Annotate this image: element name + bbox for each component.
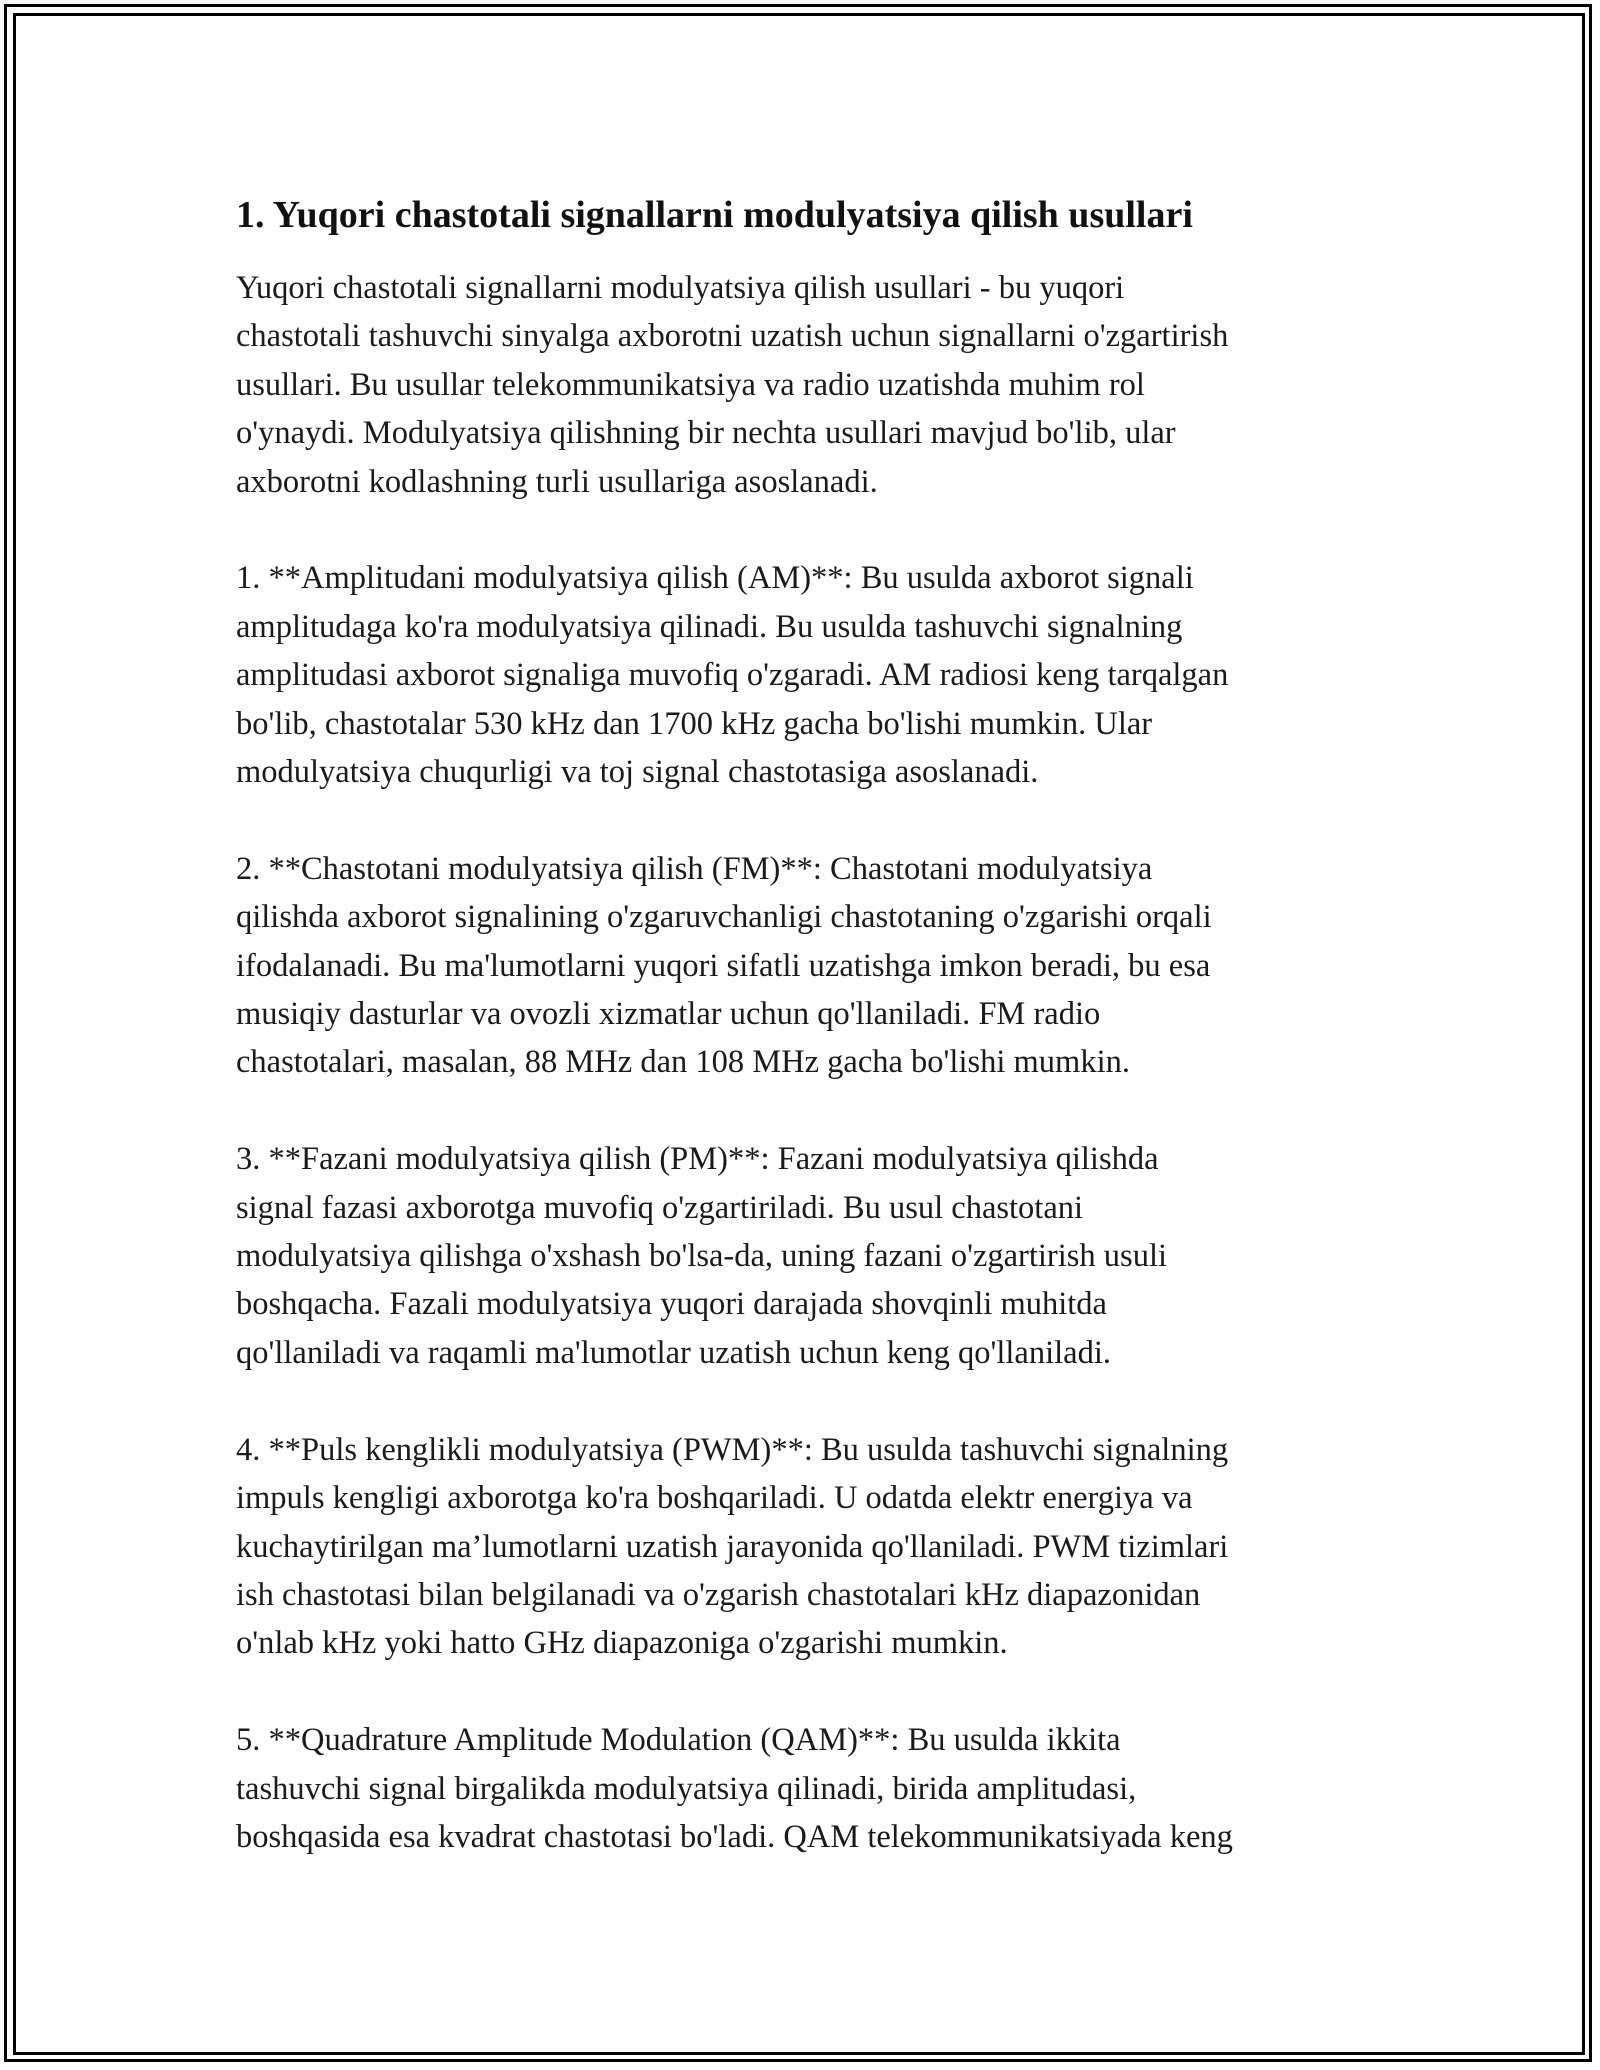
text-line: usullari. Bu usullar telekommunikatsiya va radio uzatishda muhim rol [236, 366, 1145, 403]
qam-paragraph [236, 1716, 1376, 1861]
text-line: 2. **Chastotani modulyatsiya qilish (FM)**: Chastotani modulyatsiya [236, 850, 1153, 887]
text-line: modulyatsiya qilishga o'xshash bo'lsa-da, uning fazani o'zgartirish usuli [236, 1238, 1168, 1275]
text-line: qilishda axborot signalining o'zgaruvchanligi chastotaning o'zgarishi orqali [236, 899, 1212, 936]
text-line: axborotni kodlashning turli usullariga asoslanadi. [236, 463, 878, 500]
text-line: tashuvchi signal birgalikda modulyatsiya qilinadi, birida amplitudasi, [236, 1770, 1137, 1807]
am-paragraph [236, 554, 1376, 796]
text-line: 3. **Fazani modulyatsiya qilish (PM)**: Fazani modulyatsiya qilishda [236, 1141, 1159, 1178]
intro-paragraph [236, 264, 1376, 506]
text-line: kuchaytirilgan ma’lumotlarni uzatish jarayonida qo'llaniladi. PWM tizimlari [236, 1528, 1229, 1565]
text-line: Yuqori chastotali signallarni modulyatsiya qilish usullari - bu yuqori [236, 270, 1125, 306]
text-line: chastotali tashuvchi sinyalga axborotni uzatish uchun signallarni o'zgartirish [236, 318, 1229, 355]
text-line: o'ynaydi. Modulyatsiya qilishning bir nechta usullari mavjud bo'lib, ular [236, 415, 1176, 452]
text-line: chastotalari, masalan, 88 MHz dan 108 MHz gacha bo'lishi mumkin. [236, 1044, 1130, 1081]
document-body [236, 190, 1376, 1910]
text-line: amplitudaga ko'ra modulyatsiya qilinadi. Bu usulda tashuvchi signalning [236, 608, 1183, 645]
text-line: qo'llaniladi va raqamli ma'lumotlar uzatish uchun keng qo'llaniladi. [236, 1334, 1111, 1371]
text-line: musiqiy dasturlar va ovozli xizmatlar uchun qo'llaniladi. FM radio [236, 996, 1101, 1033]
text-line: 4. **Puls kenglikli modulyatsiya (PWM)**: Bu usulda tashuvchi signalning [236, 1431, 1229, 1468]
text-line: 1. **Amplitudani modulyatsiya qilish (AM)**: Bu usulda axborot signali [236, 560, 1194, 597]
text-line: ish chastotasi bilan belgilanadi va o'zgarish chastotalari kHz diapazonidan [236, 1576, 1201, 1613]
text-line: boshqasida esa kvadrat chastotasi bo'ladi. QAM telekommunikatsiyada keng [236, 1818, 1233, 1855]
text-line: impuls kengligi axborotga ko'ra boshqariladi. U odatda elektr energiya va [236, 1480, 1193, 1517]
text-line: amplitudasi axborot signaliga muvofiq o'zgaradi. AM radiosi keng tarqalgan [236, 657, 1229, 694]
text-line: bo'lib, chastotalar 530 kHz dan 1700 kHz gacha bo'lishi mumkin. Ular [236, 705, 1153, 742]
pwm-paragraph [236, 1426, 1376, 1668]
text-line: o'nlab kHz yoki hatto GHz diapazoniga o'zgarishi mumkin. [236, 1625, 1008, 1662]
text-line: boshqacha. Fazali modulyatsiya yuqori darajada shovqinli muhitda [236, 1286, 1107, 1323]
fm-paragraph [236, 845, 1376, 1087]
pm-paragraph [236, 1135, 1376, 1377]
text-line: signal fazasi axborotga muvofiq o'zgartiriladi. Bu usul chastotani [236, 1189, 1084, 1226]
section-heading: 1. Yuqori chastotali signallarni modulyatsiya qilish usullari [236, 194, 1193, 236]
text-line: ifodalanadi. Bu ma'lumotlarni yuqori sifatli uzatishga imkon beradi, bu esa [236, 947, 1211, 984]
text-line: modulyatsiya chuqurligi va toj signal chastotasiga asoslanadi. [236, 754, 1039, 791]
text-line: 5. **Quadrature Amplitude Modulation (QAM)**: Bu usulda ikkita [236, 1722, 1121, 1759]
